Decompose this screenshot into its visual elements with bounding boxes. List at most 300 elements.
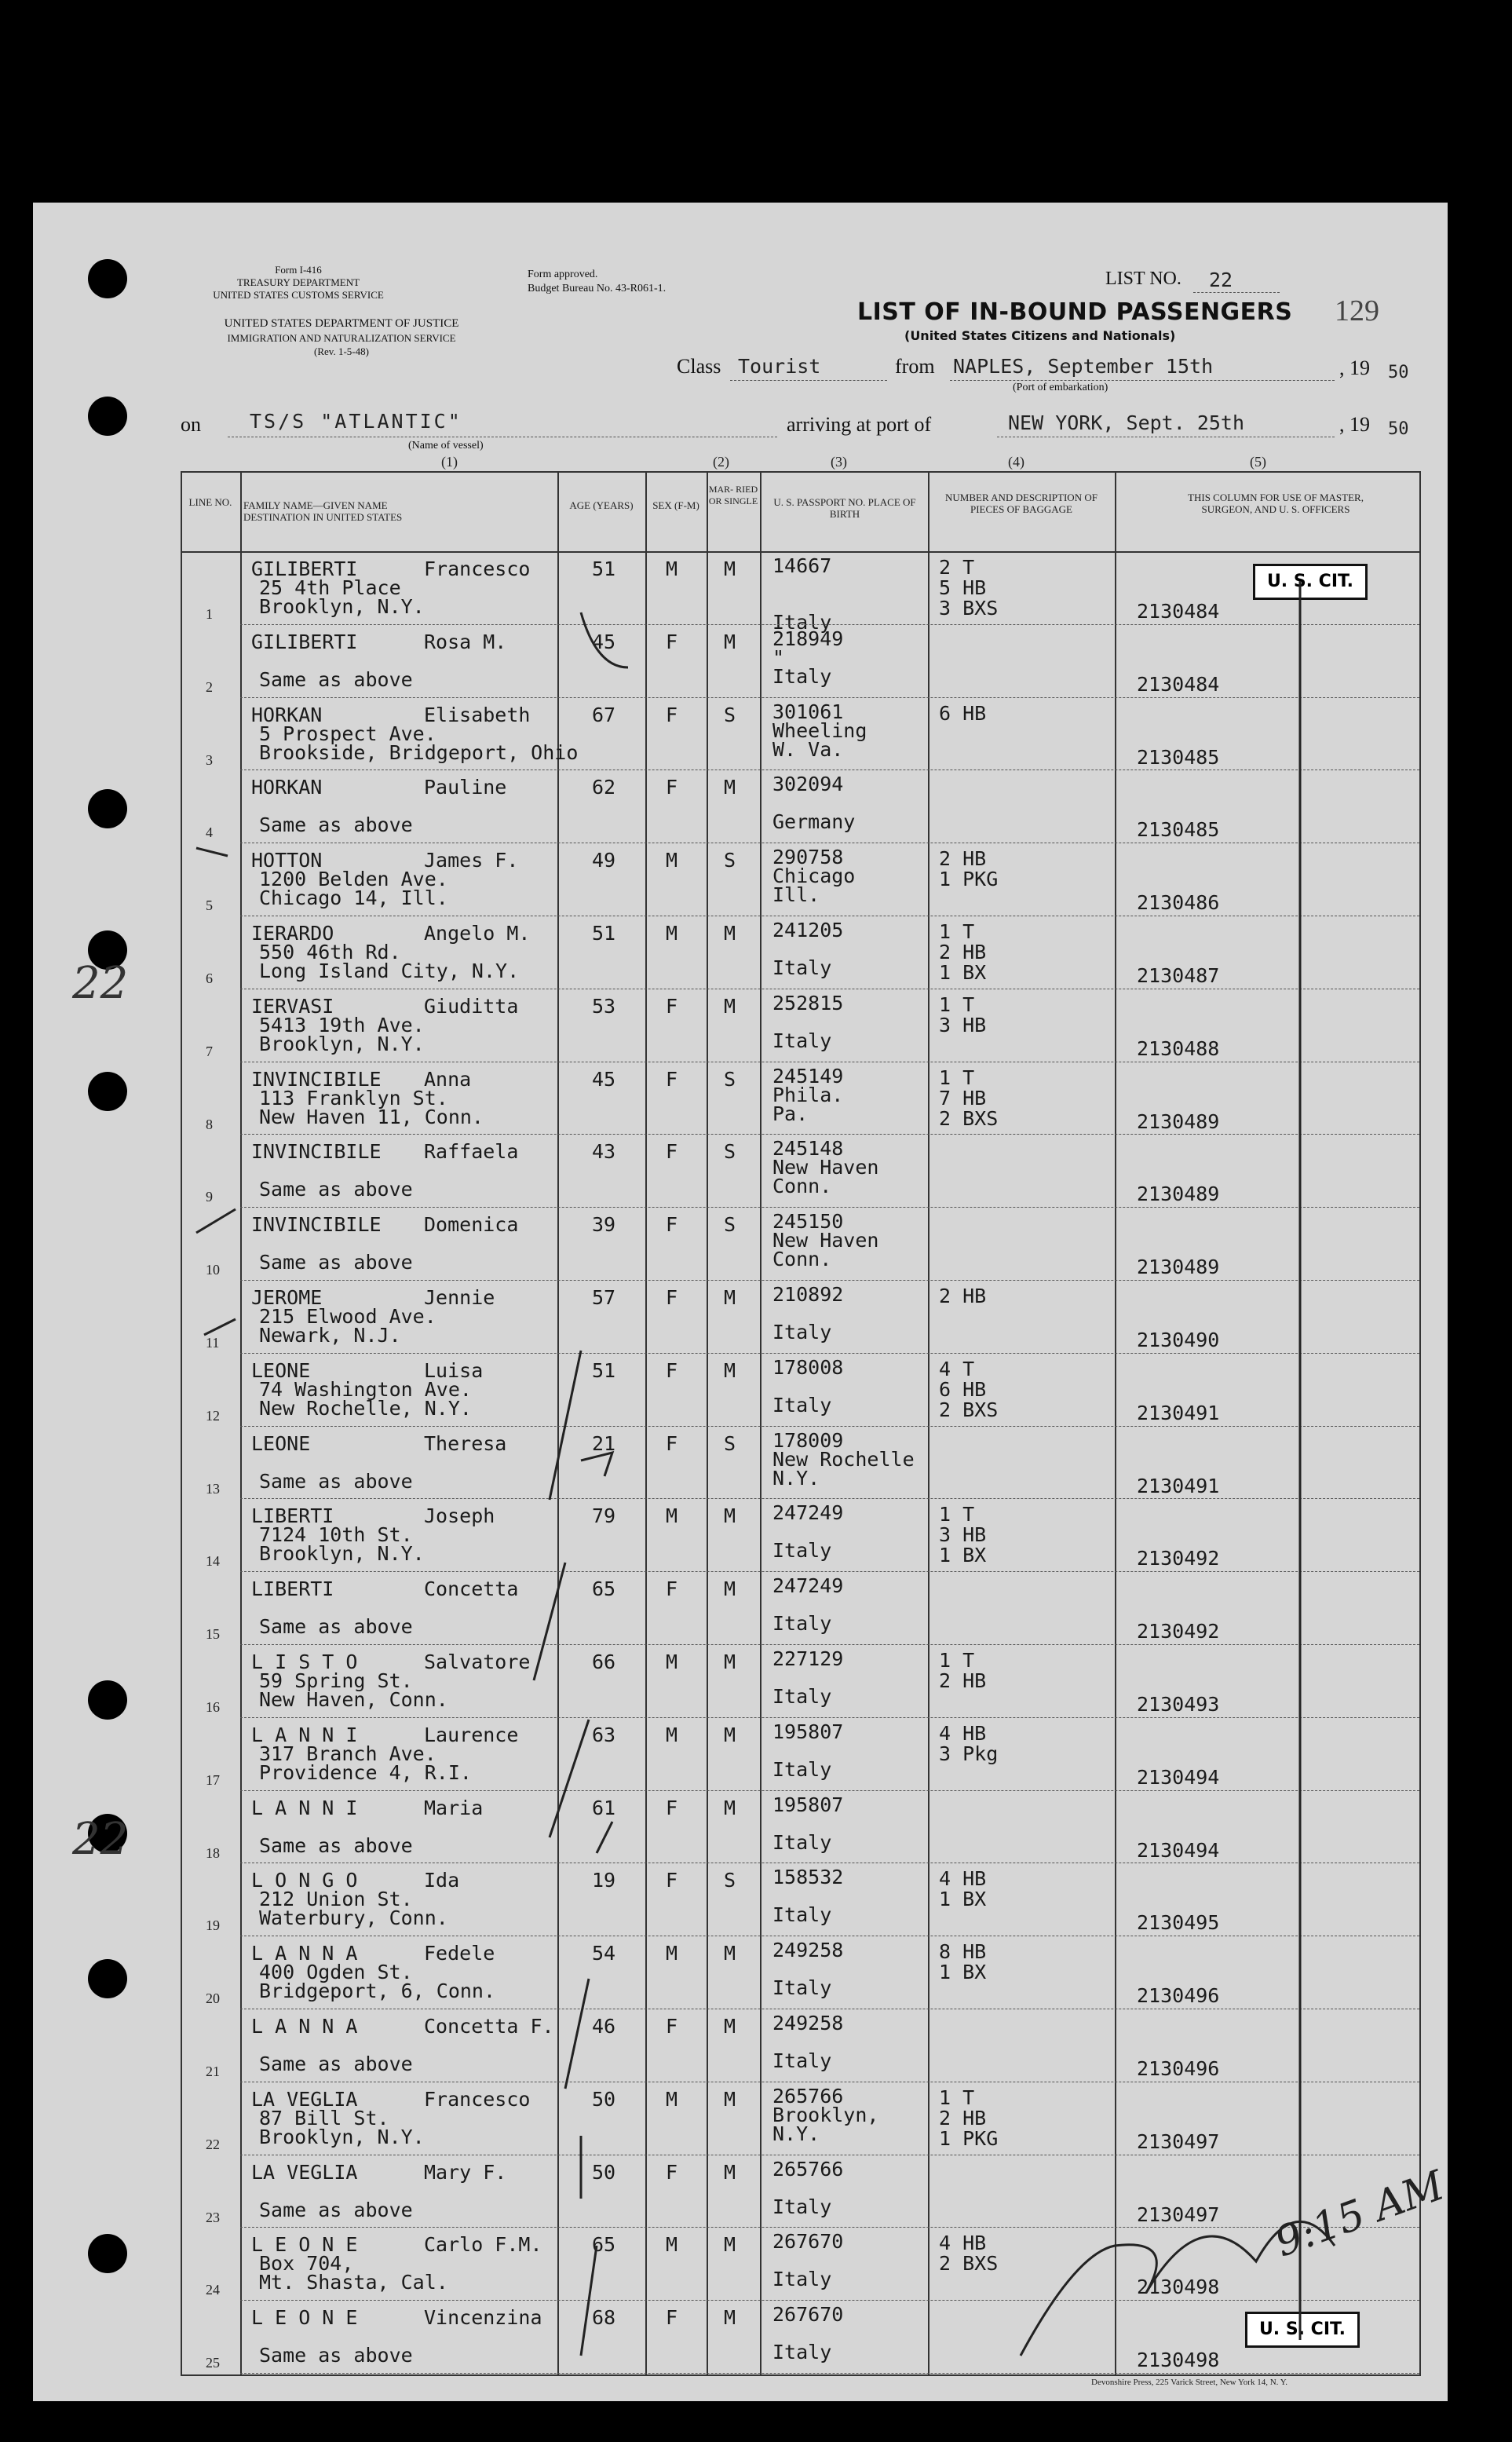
age: 51 (592, 922, 616, 945)
sex: M (666, 1942, 678, 1965)
form-approved: Form approved. (528, 269, 598, 280)
year-prefix-2: , 19 (1339, 413, 1370, 436)
passport-number: 265766 (772, 2084, 844, 2108)
given-name: Salvatore (424, 1651, 531, 1673)
place-of-birth: Germany (772, 810, 856, 834)
revision-label: (Rev. 1-5-48) (314, 345, 369, 357)
col-marker-4: (4) (1008, 454, 1024, 470)
destination-line: Brooklyn, N.Y. (259, 2125, 425, 2148)
given-name: Concetta F. (424, 2015, 554, 2038)
given-name: Anna (424, 1067, 472, 1091)
passport-number: 195807 (772, 1720, 844, 1743)
header-baggage: NUMBER AND DESCRIPTION OF PIECES OF BAGGAGE (945, 492, 1097, 515)
place-of-birth: Italy (772, 1539, 832, 1563)
family-name: HORKAN (251, 703, 323, 726)
marital-status: M (724, 922, 736, 945)
us-citizen-stamp-bottom: U. S. CIT. (1245, 2312, 1360, 2348)
marital-status: M (724, 1723, 736, 1746)
sex: F (666, 1869, 678, 1892)
line-number: 3 (206, 751, 213, 768)
age: 51 (592, 557, 616, 580)
baggage: 2 BXS (939, 2252, 999, 2276)
marital-status: M (724, 2087, 736, 2111)
place-of-birth: N.Y. (772, 2122, 820, 2145)
family-name: LEONE (251, 1358, 311, 1382)
sex: F (666, 1577, 678, 1601)
header-passport: U. S. PASSPORT NO. PLACE OF BIRTH (773, 496, 916, 520)
destination-line: 550 46th Rd. (259, 941, 401, 963)
certificate-number: 2130491 (1137, 1401, 1220, 1424)
certificate-number: 2130494 (1137, 1765, 1220, 1789)
destination-line: Same as above (259, 1833, 413, 1857)
destination-line: Bridgeport, 6, Conn. (259, 1980, 496, 2003)
destination-line: 215 Elwood Ave. (259, 1305, 436, 1328)
printer-footer: Devonshire Press, 225 Varick Street, New York 14, N. Y. (1091, 2378, 1288, 2387)
customs-label: UNITED STATES CUSTOMS SERVICE (213, 289, 384, 301)
baggage: 1 PKG (939, 2126, 999, 2150)
marital-status: M (724, 2160, 736, 2184)
destination-line: 400 Ogden St. (259, 1961, 413, 1984)
marital-status: M (724, 2306, 736, 2330)
certificate-number: 2130497 (1137, 2203, 1220, 2226)
certificate-number: 2130489 (1137, 1110, 1220, 1133)
line-number: 25 (206, 2355, 220, 2371)
destination-line: Brookside, Bridgeport, Ohio (259, 740, 579, 764)
given-name: Domenica (424, 1213, 519, 1237)
baggage: 2 BXS (939, 1398, 999, 1421)
place-of-birth: New Haven (772, 1156, 879, 1179)
given-name: Francesco (424, 2087, 531, 2111)
given-name: Fedele (424, 1942, 495, 1965)
place-of-birth: N.Y. (772, 1466, 820, 1490)
marital-status: M (724, 1286, 736, 1309)
given-name: Mary F. (424, 2160, 507, 2184)
baggage: 6 HB (939, 1377, 987, 1401)
certificate-number: 2130489 (1137, 1183, 1220, 1206)
line-number: 6 (206, 971, 213, 986)
sex: F (666, 1796, 678, 1819)
certificate-number: 2130486 (1137, 891, 1220, 915)
age: 65 (592, 2233, 616, 2257)
age: 50 (592, 2087, 616, 2111)
sex: F (666, 1213, 678, 1237)
line-number: 13 (206, 1480, 220, 1497)
family-name: HOTTON (251, 849, 323, 872)
destination-line: 74 Washington Ave. (259, 1377, 472, 1401)
certificate-number: 2130492 (1137, 1620, 1220, 1643)
line-number: 17 (206, 1771, 220, 1788)
us-citizen-stamp-top: U. S. CIT. (1253, 564, 1368, 600)
certificate-number: 2130498 (1137, 2349, 1220, 2372)
marital-status: M (724, 1942, 736, 1965)
age: 45 (592, 630, 616, 653)
certificate-number: 2130490 (1137, 1329, 1220, 1351)
age: 79 (592, 1504, 616, 1528)
age: 65 (592, 1577, 616, 1601)
place-of-birth: New Rochelle (772, 1447, 915, 1471)
passport-number: 158532 (772, 1866, 844, 1889)
place-of-birth: Italy (772, 1757, 832, 1781)
baggage: 2 BXS (939, 1106, 999, 1130)
age: 63 (592, 1723, 616, 1746)
place-of-birth: Chicago (772, 865, 856, 888)
vessel-name: TS/S "ATLANTIC" (250, 410, 462, 433)
certificate-number: 2130496 (1137, 2057, 1220, 2080)
destination-line: Brooklyn, N.Y. (259, 1542, 425, 1566)
sex: F (666, 703, 678, 726)
destination-line: Long Island City, N.Y. (259, 960, 520, 982)
line-number: 7 (206, 1043, 213, 1059)
given-name: Luisa (424, 1358, 484, 1382)
place-of-birth: Italy (772, 1029, 832, 1052)
from-label: from (895, 355, 935, 378)
place-of-birth: Italy (772, 664, 832, 688)
passport-number: 301061 (772, 700, 844, 723)
passport-number: 195807 (772, 1793, 844, 1816)
given-name: Joseph (424, 1504, 495, 1528)
line-number: 15 (206, 1626, 220, 1643)
family-name: LA VEGLIA (251, 2087, 358, 2111)
sex: F (666, 994, 678, 1018)
age: 19 (592, 1869, 616, 1892)
age: 53 (592, 994, 616, 1018)
sex: F (666, 1358, 678, 1382)
place-of-birth: Italy (772, 1976, 832, 2000)
baggage: 1 T (939, 920, 975, 943)
sex: M (666, 2233, 678, 2257)
age: 67 (592, 703, 616, 726)
family-name: L O N G O (251, 1869, 358, 1892)
line-number: 20 (206, 1991, 220, 2007)
baggage: 1 BX (939, 1961, 987, 1984)
marital-status: M (724, 630, 736, 653)
place-of-birth: Italy (772, 2341, 832, 2364)
page-number: 129 (1335, 294, 1379, 327)
handwritten-time: 9:15 AM (1269, 2162, 1451, 2267)
baggage: 1 PKG (939, 868, 999, 891)
place-of-birth: Italy (772, 1321, 832, 1343)
given-name: Pauline (424, 776, 507, 799)
marital-status: S (724, 1869, 736, 1892)
marital-status: M (724, 776, 736, 799)
header-age: AGE (YEARS) (569, 499, 634, 511)
given-name: Angelo M. (424, 922, 531, 945)
line-number: 24 (206, 2282, 220, 2298)
place-of-birth: Italy (772, 1685, 832, 1708)
passport-number: 241205 (772, 919, 844, 941)
marital-status: M (724, 2233, 736, 2257)
family-name: INVINCIBILE (251, 1067, 382, 1091)
passport-number: 265766 (772, 2157, 844, 2181)
certificate-number: 2130488 (1137, 1036, 1220, 1060)
passport-number: 267670 (772, 2230, 844, 2254)
baggage: 1 BX (939, 1888, 987, 1911)
certificate-number: 2130493 (1137, 1693, 1220, 1716)
baggage: 7 HB (939, 1086, 987, 1110)
marital-status: S (724, 849, 736, 872)
given-name: Francesco (424, 557, 531, 580)
sex: F (666, 2015, 678, 2038)
marital-status: S (724, 1067, 736, 1091)
margin-note-2: 22 (72, 1814, 129, 1865)
sex: M (666, 1723, 678, 1746)
age: 54 (592, 1942, 616, 1965)
marital-status: M (724, 1651, 736, 1673)
line-number: 12 (206, 1407, 220, 1424)
given-name: Maria (424, 1796, 484, 1819)
place-of-birth: Italy (772, 2195, 832, 2218)
sex: M (666, 849, 678, 872)
destination-line: Same as above (259, 1615, 413, 1639)
certificate-number: 2130489 (1137, 1256, 1220, 1279)
family-name: L E O N E (251, 2306, 358, 2330)
given-name: Carlo F.M. (424, 2233, 542, 2257)
line-number: 11 (206, 1335, 220, 1351)
destination-line: Mt. Shasta, Cal. (259, 2271, 448, 2294)
passport-number: 245150 (772, 1210, 844, 1234)
destination-line: Providence 4, R.I. (259, 1760, 472, 1784)
certificate-number: 2130485 (1137, 745, 1220, 769)
age: 66 (592, 1651, 616, 1673)
year-prefix: , 19 (1339, 356, 1370, 379)
baggage: 4 HB (939, 2232, 987, 2255)
family-name: IERARDO (251, 922, 334, 945)
marital-status: M (724, 557, 736, 580)
baggage: 3 Pkg (939, 1742, 999, 1765)
place-of-birth: Italy (772, 1612, 832, 1636)
form-subtitle: (United States Citizens and Nationals) (904, 328, 1176, 343)
destination-line: Same as above (259, 1251, 413, 1274)
header-sex: SEX (F-M) (652, 499, 699, 511)
vessel-note: (Name of vessel) (408, 440, 484, 451)
age: 39 (592, 1213, 616, 1237)
given-name: Raffaela (424, 1140, 519, 1164)
port-embarkation-note: (Port of embarkation) (1013, 382, 1108, 393)
marital-status: S (724, 703, 736, 726)
line-number: 1 (206, 606, 213, 622)
passport-number: 267670 (772, 2303, 844, 2327)
marital-status: S (724, 1431, 736, 1455)
destination-line: Same as above (259, 2198, 413, 2221)
certificate-number: 2130484 (1137, 600, 1220, 623)
marital-status: M (724, 1504, 736, 1528)
baggage: 1 T (939, 993, 975, 1016)
marital-status: M (724, 994, 736, 1018)
destination-line: Newark, N.J. (259, 1324, 401, 1347)
passport-number: 247249 (772, 1574, 844, 1598)
place-of-birth: W. Va. (772, 737, 844, 761)
baggage: 2 HB (939, 941, 987, 963)
place-of-birth: Conn. (772, 1175, 832, 1198)
destination-line: 5 Prospect Ave. (259, 722, 436, 745)
line-number: 9 (206, 1189, 213, 1205)
passport-number: 249258 (772, 1939, 844, 1962)
passport-number: 245148 (772, 1137, 844, 1161)
col-marker-3: (3) (831, 454, 847, 470)
family-name: HORKAN (251, 776, 323, 799)
family-name: L A N N A (251, 2015, 358, 2038)
sex: F (666, 630, 678, 653)
destination-line: 113 Franklyn St. (259, 1086, 448, 1110)
form-title: LIST OF IN-BOUND PASSENGERS (857, 298, 1293, 326)
header-line-no: LINE NO. (188, 496, 232, 508)
destination-line: Waterbury, Conn. (259, 1906, 448, 1930)
destination-line: 59 Spring St. (259, 1669, 413, 1692)
given-name: James F. (424, 849, 519, 872)
age: 51 (592, 1358, 616, 1382)
baggage: 1 T (939, 2086, 975, 2109)
place-of-birth: New Haven (772, 1229, 879, 1252)
given-name: Theresa (424, 1431, 507, 1455)
passport-number: 302094 (772, 773, 844, 796)
given-name: Laurence (424, 1723, 519, 1746)
class-value: Tourist (738, 355, 821, 378)
marital-status: M (724, 1796, 736, 1819)
passport-number: 245149 (772, 1064, 844, 1088)
destination-line: Brooklyn, N.Y. (259, 1032, 425, 1055)
baggage: 3 HB (939, 1523, 987, 1547)
certificate-number: 2130495 (1137, 1911, 1220, 1935)
certificate-number: 2130497 (1137, 2129, 1220, 2153)
age: 68 (592, 2306, 616, 2330)
age: 46 (592, 2015, 616, 2038)
header-married: MAR- RIED OR SINGLE (708, 484, 758, 506)
place-of-birth: Italy (772, 1393, 832, 1417)
margin-note-1: 22 (72, 958, 129, 1009)
family-name: L A N N A (251, 1942, 358, 1965)
baggage: 3 HB (939, 1013, 987, 1036)
age: 62 (592, 776, 616, 799)
line-number: 21 (206, 2064, 220, 2079)
destination-line: 7124 10th St. (259, 1523, 413, 1547)
destination-line: 1200 Belden Ave. (259, 868, 448, 891)
place-of-birth: " (772, 645, 785, 669)
given-name: Jennie (424, 1286, 495, 1309)
certificate-number: 2130496 (1137, 1984, 1220, 2008)
passport-number: 178009 (772, 1428, 844, 1452)
baggage: 6 HB (939, 701, 987, 725)
family-name: INVINCIBILE (251, 1140, 382, 1164)
destination-line: Same as above (259, 813, 413, 837)
destination-line: Same as above (259, 1469, 413, 1493)
certificate-number: 2130484 (1137, 672, 1220, 696)
from-value: NAPLES, September 15th (953, 355, 1214, 378)
treasury-label: TREASURY DEPARTMENT (236, 276, 360, 288)
sex: F (666, 1067, 678, 1091)
col-marker-2: (2) (713, 454, 729, 470)
family-name: LIBERTI (251, 1577, 334, 1601)
baggage: 4 HB (939, 1867, 987, 1891)
family-name: IERVASI (251, 994, 334, 1018)
baggage: 4 HB (939, 1721, 987, 1745)
col-marker-5: (5) (1250, 454, 1266, 470)
place-of-birth: Italy (772, 1903, 832, 1927)
marital-status: M (724, 1577, 736, 1601)
family-name: JEROME (251, 1286, 323, 1309)
line-number: 16 (206, 1699, 220, 1715)
header-name: FAMILY NAME—GIVEN NAME DESTINATION IN UNITED STATES (243, 499, 403, 523)
destination-line: Same as above (259, 667, 413, 691)
ins-label: IMMIGRATION AND NATURALIZATION SERVICE (227, 332, 456, 344)
line-number: 4 (206, 824, 213, 841)
place-of-birth: Italy (772, 611, 832, 634)
family-name: LIBERTI (251, 1504, 334, 1528)
family-name: LA VEGLIA (251, 2160, 358, 2184)
destination-line: 317 Branch Ave. (259, 1742, 436, 1765)
sex: M (666, 1504, 678, 1528)
on-label: on (181, 413, 201, 436)
place-of-birth: Wheeling (772, 718, 867, 742)
baggage: 2 HB (939, 1669, 987, 1692)
passport-number: 247249 (772, 1501, 844, 1525)
sex: M (666, 2087, 678, 2111)
destination-line: New Rochelle, N.Y. (259, 1396, 472, 1420)
line-number: 22 (206, 2136, 220, 2152)
place-of-birth: Ill. (772, 883, 820, 907)
destination-line: Same as above (259, 1178, 413, 1201)
line-number: 14 (206, 1553, 220, 1570)
destination-line: 5413 19th Ave. (259, 1013, 425, 1036)
baggage: 2 T (939, 556, 975, 579)
place-of-birth: Italy (772, 2049, 832, 2072)
destination-line: 87 Bill St. (259, 2106, 389, 2129)
line-number: 19 (206, 1917, 220, 1934)
age: 50 (592, 2160, 616, 2184)
place-of-birth: Brooklyn, (772, 2103, 879, 2126)
destination-line: 212 Union St. (259, 1888, 413, 1911)
sex: F (666, 776, 678, 799)
family-name: L E O N E (251, 2233, 358, 2257)
place-of-birth: Italy (772, 2268, 832, 2291)
certificate-number: 2130485 (1137, 818, 1220, 842)
sex: M (666, 922, 678, 945)
justice-label: UNITED STATES DEPARTMENT OF JUSTICE (224, 317, 459, 330)
baggage: 1 BX (939, 961, 987, 984)
family-name: INVINCIBILE (251, 1213, 382, 1237)
passport-number: 252815 (772, 991, 844, 1014)
arrival-value: NEW YORK, Sept. 25th (1008, 411, 1245, 434)
header-officers: THIS COLUMN FOR USE OF MASTER, SURGEON, AND U. S. OFFICERS (1188, 492, 1364, 515)
destination-line: 25 4th Place (259, 576, 401, 599)
col-marker-1: (1) (441, 454, 458, 470)
certificate-number: 2130498 (1137, 2276, 1220, 2299)
sex: F (666, 1286, 678, 1309)
marital-status: M (724, 1358, 736, 1382)
class-label: Class (677, 355, 721, 378)
place-of-birth: Conn. (772, 1248, 832, 1271)
passport-number: 178008 (772, 1355, 844, 1379)
baggage: 2 HB (939, 847, 987, 871)
certificate-number: 2130494 (1137, 1838, 1220, 1862)
baggage: 1 T (939, 1066, 975, 1089)
line-number: 18 (206, 1844, 220, 1861)
line-number: 2 (206, 678, 213, 695)
sex: F (666, 1431, 678, 1455)
line-number: 8 (206, 1116, 213, 1132)
destination-line: Same as above (259, 2344, 413, 2367)
marital-status: S (724, 1213, 736, 1237)
baggage: 1 T (939, 1649, 975, 1672)
passport-number: 210892 (772, 1283, 844, 1306)
sex: F (666, 2306, 678, 2330)
place-of-birth: Phila. (772, 1083, 844, 1106)
baggage: 1 T (939, 1503, 975, 1526)
certificate-number: 2130487 (1137, 964, 1220, 987)
age: 45 (592, 1067, 616, 1091)
destination-line: Chicago 14, Ill. (259, 887, 448, 910)
family-name: LEONE (251, 1431, 311, 1455)
age: 49 (592, 849, 616, 872)
